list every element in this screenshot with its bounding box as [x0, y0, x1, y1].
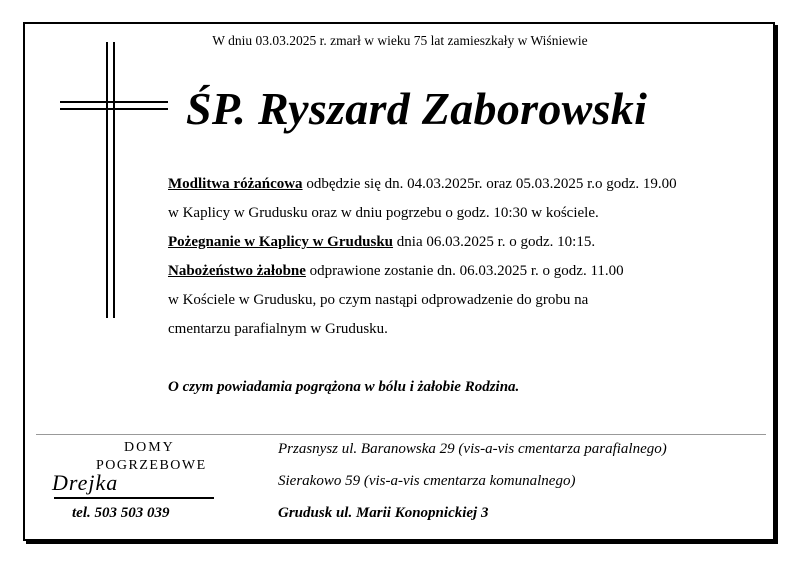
cemetery-line: cmentarzu parafialnym w Grudusku.: [168, 321, 388, 337]
rosary-location: w Kaplicy w Grudusku oraz w dniu pogrzebu o godz. 10:30 w kościele.: [168, 205, 599, 221]
mass-text: odprawione zostanie dn. 06.03.2025 r. o godz. 11.00: [305, 263, 624, 279]
farewell-line: [168, 234, 595, 251]
rosary-line: [168, 176, 677, 193]
deceased-name: ŚP. Ryszard Zaborowski: [186, 83, 648, 134]
address-sierakowo: Sierakowo 59 (vis-a-vis cmentarza komunalnego): [278, 473, 576, 489]
phone-number: tel. 503 503 039: [72, 505, 170, 521]
procession-line: w Kościele w Grudusku, po czym nastąpi odprowadzenie do grobu na: [168, 292, 589, 308]
address-grudusk: Grudusk ul. Marii Konopnickiej 3: [278, 505, 489, 521]
address-przasnysz: Przasnysz ul. Baranowska 29 (vis-a-vis cmentarza parafialnego): [278, 441, 667, 457]
rosary-text: odbędzie się dn. 04.03.2025r. oraz 05.03.2025 r.o godz. 19.00: [302, 176, 677, 192]
mass-label: Nabożeństwo żałobne: [168, 263, 306, 279]
death-announcement: W dniu 03.03.2025 r. zmarł w wieku 75 lat zamieszkały w Wiśniewie: [212, 33, 588, 48]
rosary-label: Modlitwa różańcowa: [168, 176, 303, 192]
mass-line: [168, 263, 624, 280]
logo-text-pogrzebowe: POGRZEBOWE: [96, 458, 207, 473]
funeral-home-logo: [44, 440, 224, 525]
family-notice: O czym powiadamia pogrążona w bólu i żałobie Rodzina.: [168, 379, 520, 395]
logo-text-domy: DOMY: [124, 440, 175, 455]
logo-text-drejka: Drejka: [52, 470, 119, 495]
cross-icon: [60, 42, 170, 318]
farewell-label: Pożegnanie w Kaplicy w Grudusku: [168, 234, 394, 250]
logo-rule: [54, 497, 214, 499]
footer-divider: [36, 434, 766, 435]
farewell-text: dnia 06.03.2025 r. o godz. 10:15.: [393, 234, 596, 250]
